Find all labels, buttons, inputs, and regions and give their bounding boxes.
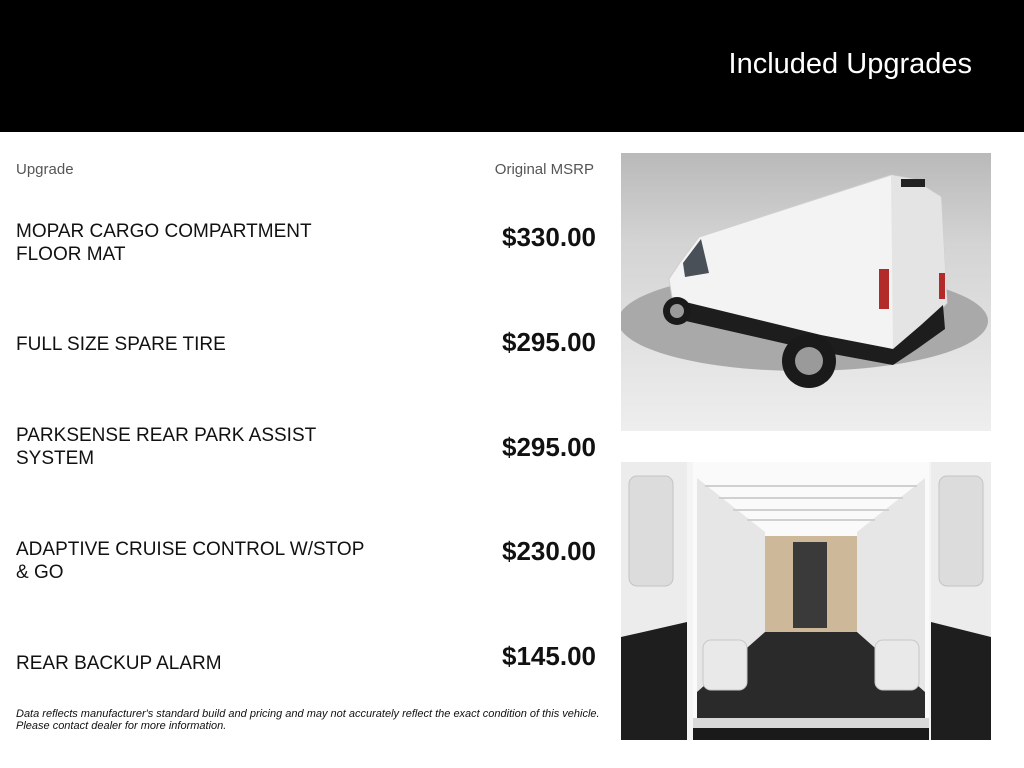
upgrade-name-line: SYSTEM: [16, 448, 95, 469]
van-cargo-interior-photo: [621, 462, 991, 740]
upgrade-price: $295.00: [502, 432, 596, 462]
upgrade-name-line: REAR BACKUP ALARM: [16, 653, 222, 674]
upgrade-name-line: & GO: [16, 562, 64, 583]
upgrade-name-line: PARKSENSE REAR PARK ASSIST: [16, 425, 317, 446]
disclaimer: [16, 708, 606, 732]
upgrade-name: [16, 652, 396, 675]
disclaimer-line: Data reflects manufacturer's standard build and pricing and may not accurately reflect the exact condition of this vehicle.: [16, 708, 600, 720]
page-title: Included Upgrades: [728, 48, 972, 80]
disclaimer-line: Please contact dealer for more information.: [16, 720, 227, 732]
upgrade-name: [16, 538, 396, 584]
upgrade-price: $230.00: [502, 536, 596, 566]
upgrade-price: $145.00: [502, 641, 596, 671]
column-header-upgrade: Upgrade: [16, 161, 74, 178]
upgrade-name: [16, 333, 396, 356]
column-header-msrp: Original MSRP: [494, 161, 594, 178]
upgrade-price: $330.00: [502, 222, 596, 252]
upgrade-name-line: MOPAR CARGO COMPARTMENT: [16, 221, 312, 242]
upgrade-price: $295.00: [502, 327, 596, 357]
upgrade-name: [16, 424, 396, 470]
upgrade-name-line: ADAPTIVE CRUISE CONTROL W/STOP: [16, 539, 365, 560]
van-exterior-photo: [621, 153, 991, 431]
upgrade-name-line: FULL SIZE SPARE TIRE: [16, 334, 226, 355]
upgrade-name-line: FLOOR MAT: [16, 244, 126, 265]
upgrade-name: [16, 220, 396, 266]
